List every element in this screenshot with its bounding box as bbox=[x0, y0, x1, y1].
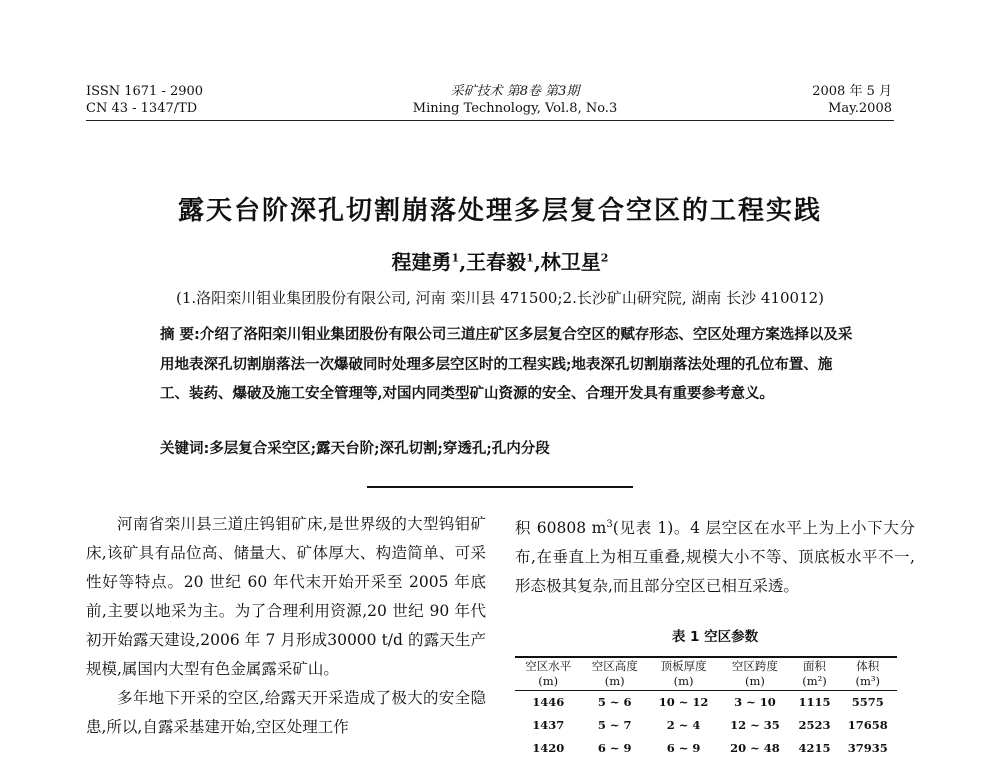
table-header-row bbox=[515, 657, 897, 691]
table-cell: 2523 bbox=[798, 718, 831, 732]
table-header: 空区跨度 (m) bbox=[719, 657, 790, 691]
body-column-left bbox=[86, 510, 486, 742]
journal-name-en: Mining Technology, Vol.8, No.3 bbox=[412, 101, 618, 116]
body-paragraph: 河南省栾川县三道庄钨钼矿床,是世界级的大型钨钼矿床,该矿具有品位高、储量大、矿体厚大、构造简单、可采性好等特点。20 世纪 60 年代末开始开采至 2005 年底前,主要以地采为主。为了合理利用资源,20 世纪 90 年代初开始露天建设,2006 年 7 月形成30000 t/d 的露天生产规模,属国内大型有色金属露采矿山。 bbox=[86, 515, 486, 678]
date-cn: 2008 年 5 月 bbox=[812, 84, 892, 99]
table-cell: 20 ~ 48 bbox=[730, 741, 780, 755]
header-center bbox=[380, 83, 650, 117]
table-header: 空区高度 (m) bbox=[581, 657, 647, 691]
authors bbox=[0, 246, 1000, 275]
table-cell: 12 ~ 35 bbox=[730, 718, 780, 732]
cavity-parameters-table bbox=[515, 656, 897, 760]
abstract bbox=[160, 320, 855, 408]
author-affiliation-mark: 2 bbox=[600, 251, 609, 265]
body-column-right bbox=[515, 510, 915, 601]
volume-value: 积 60808 m bbox=[515, 519, 607, 538]
header-right bbox=[780, 83, 892, 117]
table-cell: 1437 bbox=[532, 718, 565, 732]
table-row bbox=[515, 714, 897, 737]
abstract-label: 摘 要: bbox=[160, 327, 200, 343]
table-cell: 6 ~ 9 bbox=[597, 741, 632, 755]
table-cell: 2 ~ 4 bbox=[666, 718, 701, 732]
table-cell: 4215 bbox=[798, 741, 831, 755]
table-cell: 1420 bbox=[532, 741, 565, 755]
table-cell: 10 ~ 12 bbox=[658, 695, 709, 709]
body-paragraph: 多年地下开采的空区,给露天开采造成了极大的安全隐患,所以,自露采基建开始,空区处理工作 bbox=[86, 689, 486, 736]
author-name: 林卫星 bbox=[540, 250, 601, 274]
table-cell: 5575 bbox=[851, 695, 884, 709]
paper-title: 露天台阶深孔切割崩落处理多层复合空区的工程实践 bbox=[177, 196, 822, 226]
abstract-text: 介绍了洛阳栾川钼业集团股份有限公司三道庄矿区多层复合空区的赋存形态、空区处理方案选择以及采用地表深孔切割崩落法一次爆破同时处理多层空区时的工程实践;地表深孔切割崩落法处理的孔位布置、施工、装药、爆破及施工安全管理等,对国内同类型矿山资源的安全、合理开发具有重要参考意义。 bbox=[160, 326, 853, 402]
issn: ISSN 1671 - 2900 bbox=[86, 84, 204, 99]
volume-unit-exponent: 3 bbox=[606, 519, 613, 530]
section-divider bbox=[367, 486, 633, 488]
author-name: 程建勇 bbox=[391, 250, 452, 274]
table-cell: 5 ~ 7 bbox=[597, 718, 632, 732]
author-name: 王春毅 bbox=[466, 250, 527, 274]
table-row bbox=[515, 691, 897, 715]
header-left bbox=[86, 83, 203, 117]
table-header: 面积 (m²) bbox=[791, 657, 839, 691]
keywords bbox=[160, 436, 855, 462]
table-row bbox=[515, 737, 897, 760]
cn-number: CN 43 - 1347/TD bbox=[86, 101, 198, 116]
table-cell: 37935 bbox=[847, 741, 888, 755]
table-cell: 17658 bbox=[847, 718, 888, 732]
author-affiliation-mark: 1 bbox=[451, 251, 460, 265]
date-en: May.2008 bbox=[828, 101, 892, 116]
affiliation: (1.洛阳栾川钼业集团股份有限公司, 河南 栾川县 471500;2.长沙矿山研究院, 湖南 长沙 410012) bbox=[175, 289, 825, 307]
author-separator: , bbox=[459, 250, 467, 274]
journal-name-cn: 采矿技术 第8卷 第3期 bbox=[450, 84, 580, 99]
table-header: 顶板厚度 (m) bbox=[648, 657, 719, 691]
table-cell: 6 ~ 9 bbox=[666, 741, 701, 755]
table-cell: 5 ~ 6 bbox=[597, 695, 632, 709]
table-header: 体积 (m³) bbox=[838, 657, 897, 691]
table-caption: 表 1 空区参数 bbox=[671, 629, 759, 645]
body-paragraph bbox=[515, 510, 915, 601]
keywords-text: 多层复合采空区;露天台阶;深孔切割;穿透孔;孔内分段 bbox=[209, 440, 550, 457]
header-rule bbox=[86, 120, 894, 121]
table-cell: 1446 bbox=[532, 695, 565, 709]
keywords-label: 关键词: bbox=[160, 441, 210, 457]
author-separator: , bbox=[533, 250, 541, 274]
table-header: 空区水平 (m) bbox=[515, 657, 581, 691]
author-affiliation-mark: 1 bbox=[526, 251, 534, 265]
table-cell: 3 ~ 10 bbox=[734, 695, 776, 709]
table-cell: 1115 bbox=[798, 695, 831, 709]
body-text: (见表 1)。4 层空区在水平上为上小下大分布,在垂直上为相互重叠,规模大小不等、顶底板水平不一,形态极其复杂,而且部分空区已相互采透。 bbox=[515, 519, 915, 596]
